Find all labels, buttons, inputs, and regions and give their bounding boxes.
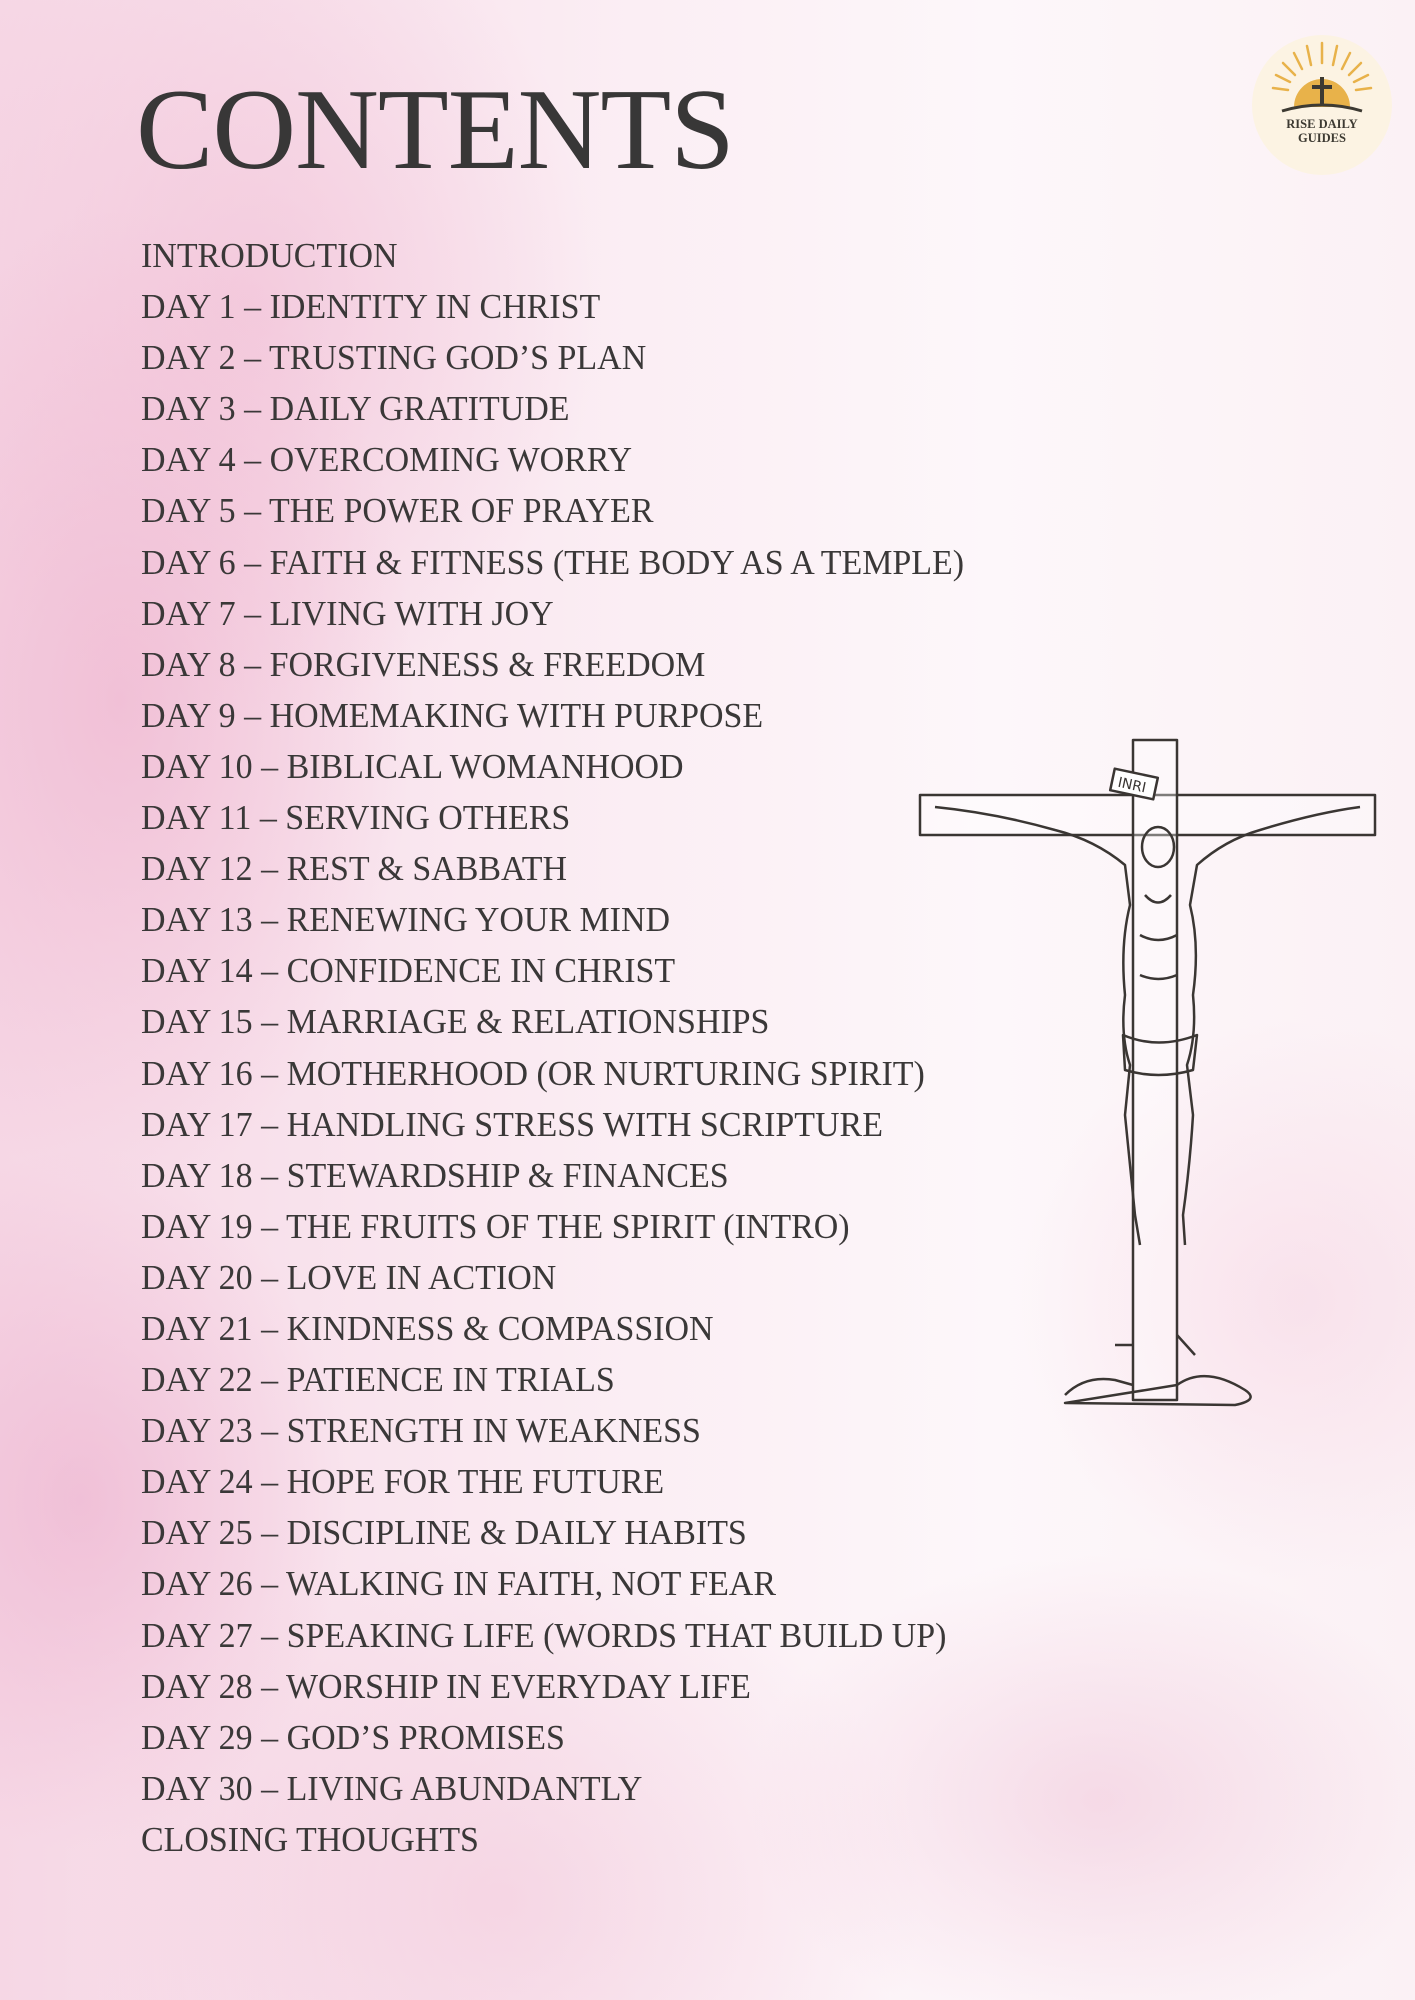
toc-entry[interactable]: DAY 10 – BIBLICAL WOMANHOOD [141,746,684,786]
rise-daily-guides-logo [1252,35,1392,175]
toc-entry[interactable]: DAY 5 – THE POWER OF PRAYER [141,491,654,531]
toc-entry[interactable]: CLOSING THOUGHTS [141,1819,479,1859]
toc-entry[interactable]: DAY 8 – FORGIVENESS & FREEDOM [141,644,706,684]
toc-entry[interactable]: DAY 1 – IDENTITY IN CHRIST [141,287,601,327]
sunrise-cross-icon [1252,35,1392,175]
toc-entry[interactable]: DAY 6 – FAITH & FITNESS (THE BODY AS A TEMPLE) [141,542,965,582]
toc-entry[interactable]: DAY 24 – HOPE FOR THE FUTURE [141,1462,665,1502]
toc-entry[interactable]: DAY 18 – STEWARDSHIP & FINANCES [141,1155,729,1195]
toc-entry[interactable]: DAY 11 – SERVING OTHERS [141,798,571,838]
toc-entry[interactable]: DAY 2 – TRUSTING GOD’S PLAN [141,338,647,378]
crucifix-illustration [915,735,1385,1415]
toc-entry[interactable]: DAY 22 – PATIENCE IN TRIALS [141,1360,615,1400]
toc-entry[interactable]: DAY 25 – DISCIPLINE & DAILY HABITS [141,1513,747,1553]
toc-entry[interactable]: DAY 15 – MARRIAGE & RELATIONSHIPS [141,1002,770,1042]
toc-entry[interactable]: DAY 23 – STRENGTH IN WEAKNESS [141,1411,701,1451]
toc-entry[interactable]: DAY 27 – SPEAKING LIFE (WORDS THAT BUILD UP) [141,1615,947,1655]
toc-entry[interactable]: DAY 26 – WALKING IN FAITH, NOT FEAR [141,1564,777,1604]
table-of-contents [141,230,990,1865]
toc-entry[interactable]: DAY 16 – MOTHERHOOD (OR NURTURING SPIRIT) [141,1053,925,1093]
toc-entry[interactable]: INTRODUCTION [141,236,398,275]
toc-entry[interactable]: DAY 30 – LIVING ABUNDANTLY [141,1768,643,1808]
toc-entry[interactable]: DAY 9 – HOMEMAKING WITH PURPOSE [141,695,764,735]
inri-sign: INRI [1116,774,1148,797]
toc-entry[interactable]: DAY 14 – CONFIDENCE IN CHRIST [141,951,676,991]
toc-entry[interactable]: DAY 3 – DAILY GRATITUDE [141,389,570,429]
toc-entry[interactable]: DAY 12 – REST & SABBATH [141,849,568,889]
toc-entry[interactable]: DAY 29 – GOD’S PROMISES [141,1717,565,1757]
toc-entry[interactable]: DAY 19 – THE FRUITS OF THE SPIRIT (INTRO) [141,1206,850,1246]
toc-entry[interactable]: DAY 21 – KINDNESS & COMPASSION [141,1308,714,1348]
logo-line-2: GUIDES [1298,131,1346,145]
toc-entry[interactable]: DAY 20 – LOVE IN ACTION [141,1257,557,1297]
page-title: CONTENTS [136,66,734,194]
toc-entry[interactable]: DAY 28 – WORSHIP IN EVERYDAY LIFE [141,1666,751,1706]
toc-entry[interactable]: DAY 17 – HANDLING STRESS WITH SCRIPTURE [141,1104,883,1144]
toc-entry[interactable]: DAY 13 – RENEWING YOUR MIND [141,900,671,940]
toc-entry[interactable]: DAY 4 – OVERCOMING WORRY [141,440,633,480]
logo-line-1: RISE DAILY [1286,117,1358,131]
toc-entry[interactable]: DAY 7 – LIVING WITH JOY [141,593,554,633]
